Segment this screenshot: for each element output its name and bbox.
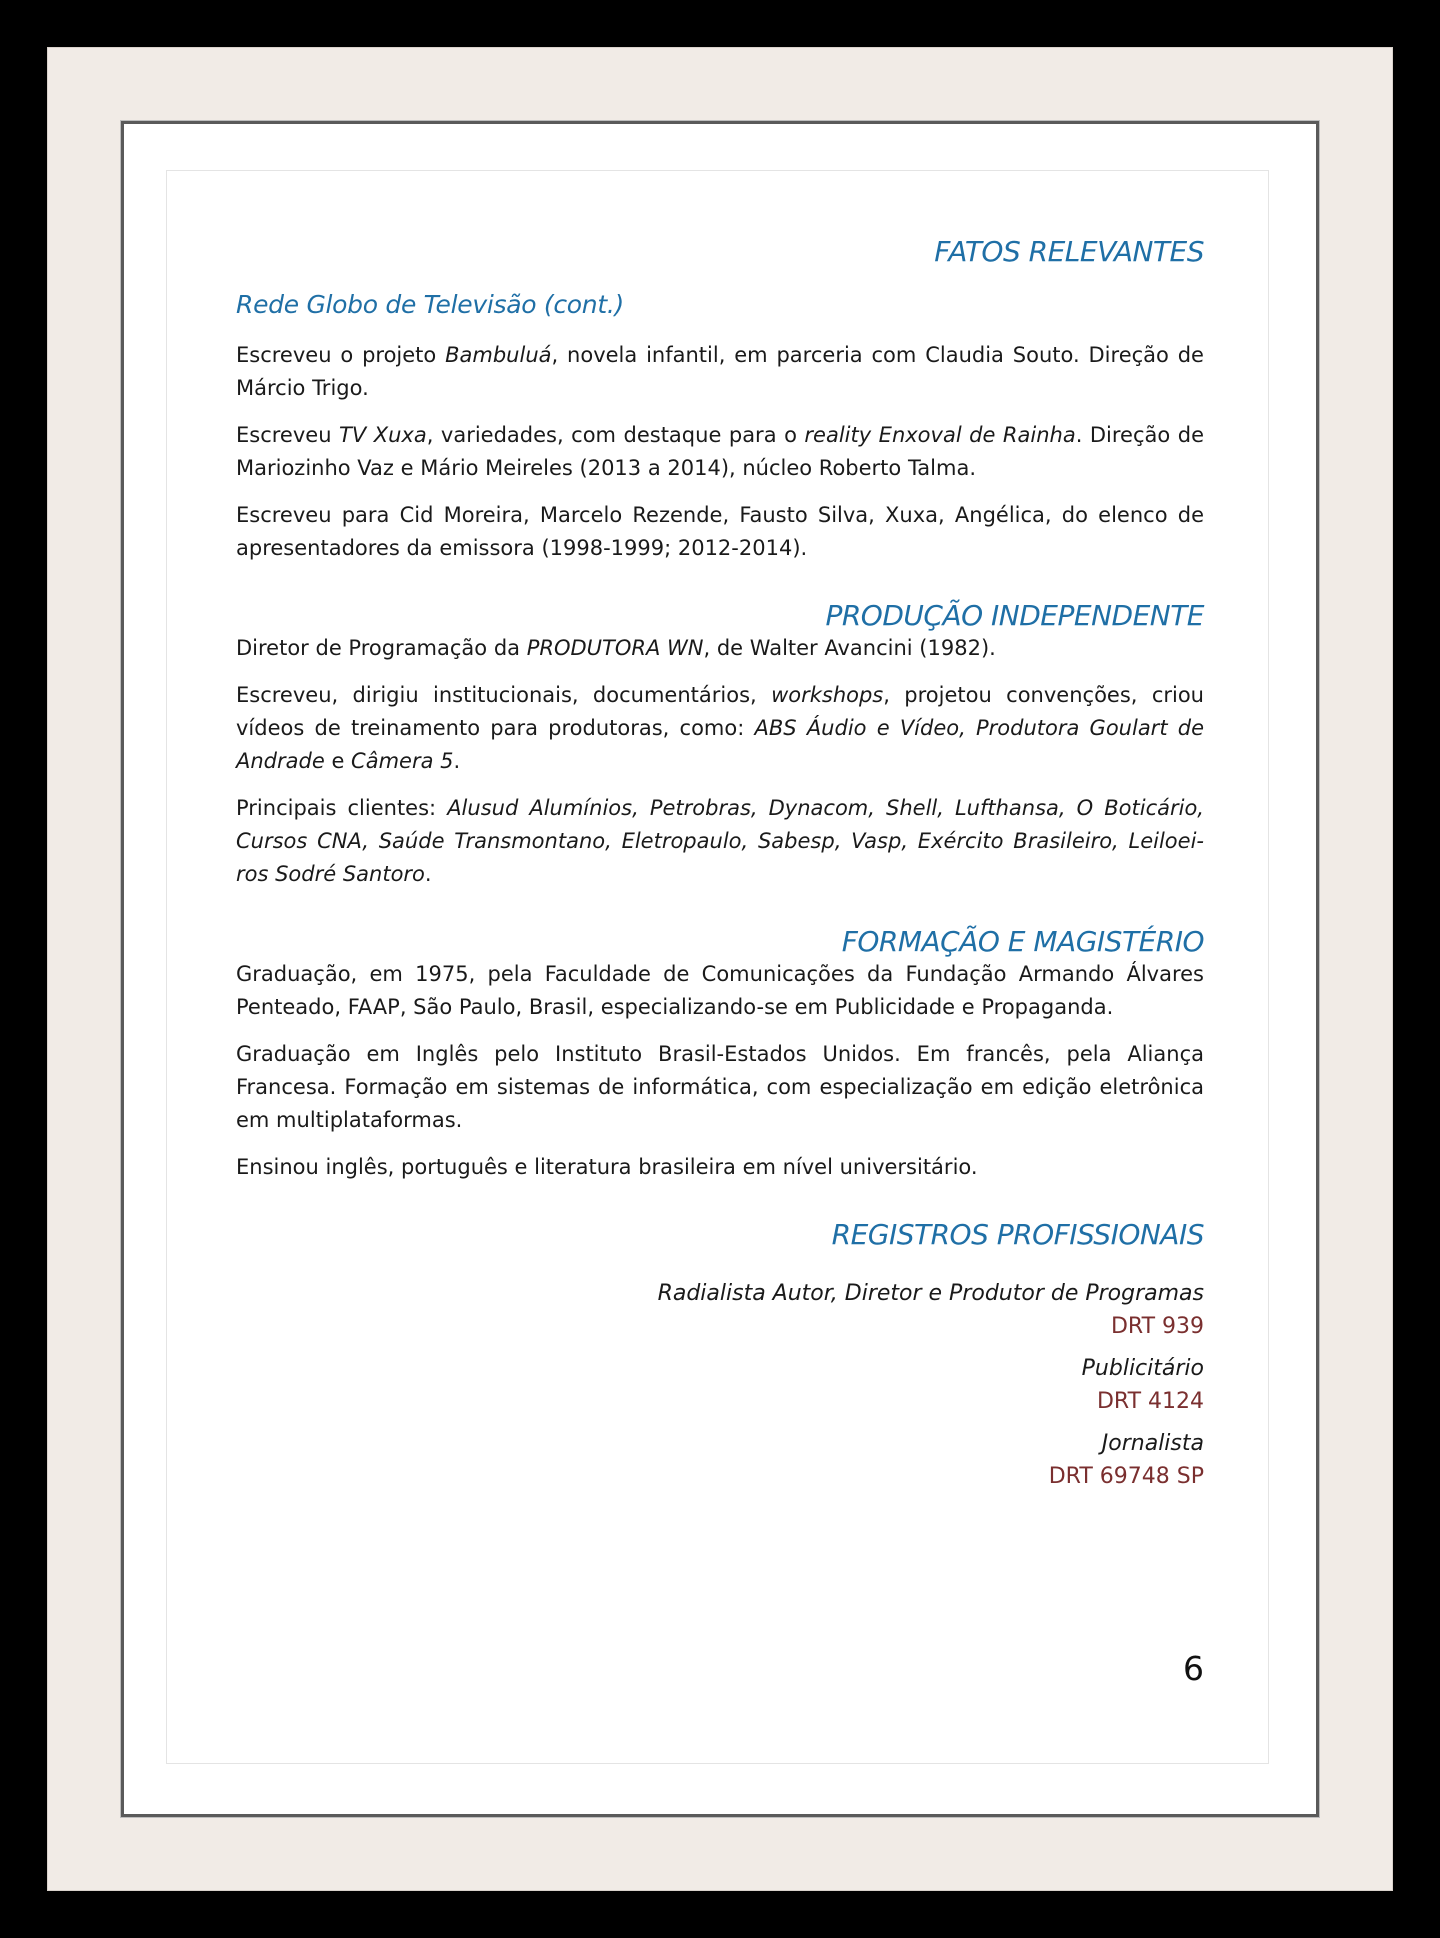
- document-page: [166, 170, 1269, 1764]
- paragraph-graduacao-faap: Graduação, em 1975, pela Faculdade de Comunicações da Fundação Armando Álvares Penteado, FAAP, São Paulo, Brasil, especializando-se em Publicidade e Propaganda.: [236, 962, 1204, 1019]
- paragraph-clientes: Principais clientes: Alusud Alumínios, Petrobras, Dynacom, Shell, Lufthansa, O Boticário, Cursos CNA, Saúde Transmontano, Eletropaulo, Sabesp, Vasp, Exército Brasileiro, Leiloei-ros Sodré Santoro.: [236, 796, 1204, 886]
- page-content: [236, 235, 1204, 1502]
- section-title-fatos-relevantes: FATOS RELEVANTES: [934, 235, 1204, 268]
- registro-role: Publicitário: [1081, 1356, 1204, 1381]
- registros-list: [236, 1277, 1204, 1493]
- paragraph-graduacao-ingles: Graduação em Inglês pelo Instituto Brasil-Estados Unidos. Em francês, pela Aliança Francesa. Formação em sistemas de informática, com especialização em edição eletrônica em multiplataformas.: [236, 1042, 1204, 1132]
- registro-code: DRT 69748 SP: [1048, 1464, 1204, 1489]
- paragraph-produtora-wn: Diretor de Programação da PRODUTORA WN, de Walter Avancini (1982).: [236, 636, 996, 660]
- section-title-registros-profissionais: REGISTROS PROFISSIONAIS: [831, 1218, 1204, 1251]
- registro-code: DRT 939: [1110, 1314, 1204, 1339]
- registro-code: DRT 4124: [1096, 1389, 1204, 1414]
- paragraph-institucionais: Escreveu, dirigiu institucionais, documentários, workshops, projetou convenções, criou vídeos de treinamento para produtoras, como: ABS Áudio e Vídeo, Produtora Goulart de Andrade e Câmera 5.: [236, 683, 1204, 773]
- registro-role: Radialista Autor, Diretor e Produtor de Programas: [657, 1281, 1204, 1306]
- paragraph-bambulua: Escreveu o projeto Bambuluá, novela infantil, em parceria com Claudia Souto. Direção de Márcio Trigo.: [236, 343, 1204, 400]
- paragraph-ensinou: Ensinou inglês, português e literatura brasileira em nível universitário.: [236, 1155, 978, 1179]
- paragraph-apresentadores: Escreveu para Cid Moreira, Marcelo Rezende, Fausto Silva, Xuxa, Angélica, do elenco de apresentadores da emissora (1998-1999; 2012-2014).: [236, 503, 1204, 560]
- section-title-producao-independente: PRODUÇÃO INDEPENDENTE: [825, 599, 1204, 632]
- page-number: 6: [1183, 1649, 1204, 1688]
- registro-role: Jornalista: [1101, 1431, 1204, 1456]
- subsection-title-rede-globo: Rede Globo de Televisão (cont.): [236, 290, 624, 319]
- paragraph-tv-xuxa: Escreveu TV Xuxa, variedades, com destaque para o reality Enxoval de Rainha. Direção de Mariozinho Vaz e Mário Meireles (2013 a 2014), núcleo Roberto Talma.: [236, 423, 1204, 480]
- section-title-formacao-magisterio: FORMAÇÃO E MAGISTÉRIO: [841, 925, 1204, 958]
